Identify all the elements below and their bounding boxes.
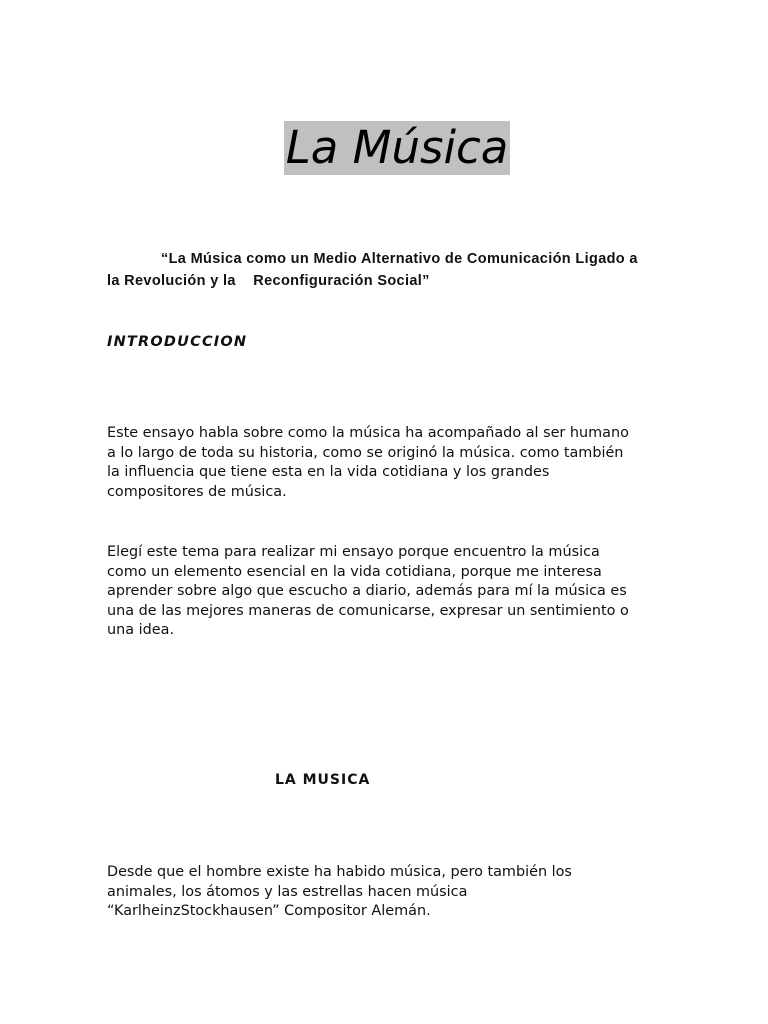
subtitle-line-1: “La Música como un Medio Alternativo de Comunicación Ligado a [161,251,638,267]
section-heading: LA MUSICA [275,772,371,788]
paragraph-line: una de las mejores maneras de comunicarse, expresar un sentimiento o [107,602,629,619]
title-container [0,121,768,175]
paragraph-line: una idea. [107,622,175,639]
paragraph-line: como un elemento esencial en la vida cotidiana, porque me interesa [107,563,602,580]
paragraph-line: Elegí este tema para realizar mi ensayo porque encuentro la música [107,544,600,560]
intro-heading: INTRODUCCION [107,334,248,350]
subtitle-line-2: la Revolución y la Reconfiguración Social” [107,273,430,289]
paragraph-line: la influencia que tiene esta en la vida cotidiana y los grandes [107,464,550,481]
paragraph-line: a lo largo de toda su historia, como se originó la música. como también [107,444,624,461]
paragraph-intro [107,424,667,502]
paragraph-musica [107,863,667,922]
document-title: La Música [285,121,509,174]
paragraph-line: Este ensayo habla sobre como la música ha acompañado al ser humano [107,425,629,441]
paragraph-line: compositores de música. [107,483,287,500]
paragraph-line: “KarlheinzStockhausen” Compositor Alemán. [107,903,431,920]
document-subtitle [107,248,667,292]
paragraph-line: aprender sobre algo que escucho a diario, además para mí la música es [107,583,627,600]
paragraph-line: Desde que el hombre existe ha habido música, pero también los [107,864,572,880]
paragraph-line: animales, los átomos y las estrellas hacen música [107,883,468,900]
paragraph-reason [107,543,667,641]
